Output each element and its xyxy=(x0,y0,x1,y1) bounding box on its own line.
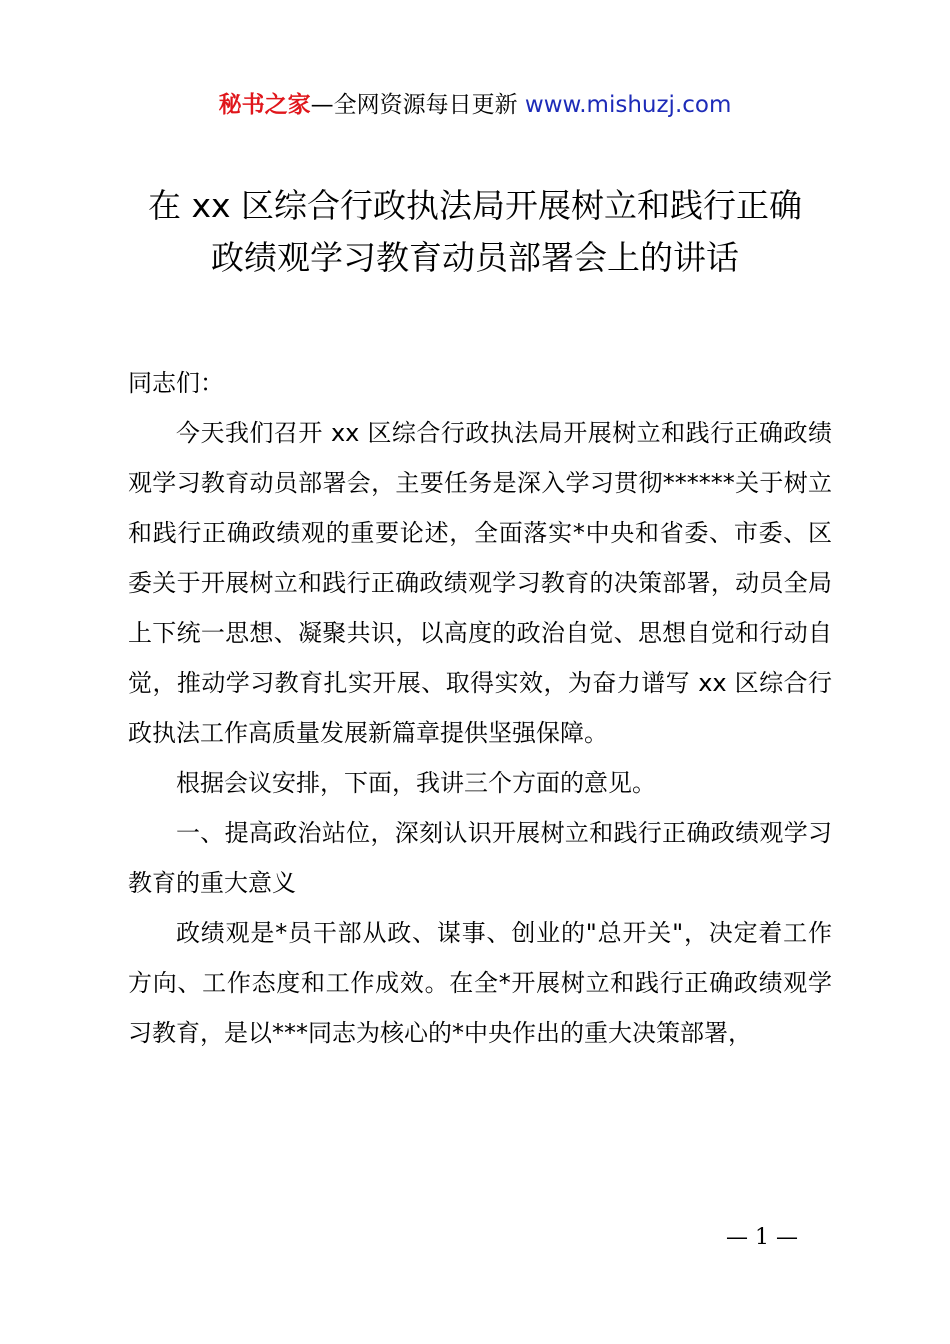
site-tagline: —全网资源每日更新 xyxy=(310,92,525,118)
salutation: 同志们： xyxy=(128,369,224,397)
paragraph-opening: 今天我们召开 xx 区综合行政执法局开展树立和践行正确政绩观学习教育动员部署会，主要任务是深入学习贯彻******关于树立和践行正确政绩观的重要论述，全面落实*中央和省委、市委、区委关于开展树立和践行正确政绩观学习教育的决策部署，动员全局上下统一思想、凝聚共识，以高度的政治自觉、思想自觉和行动自觉，推动学习教育扎实开展、取得实效，为奋力谱写 xx 区综合行政执法工作高质量发展新篇章提供坚强保障。 xyxy=(128,419,832,747)
section-heading-1: 一、提高政治站位，深刻认识开展树立和践行正确政绩观学习教育的重大意义 xyxy=(128,819,832,897)
site-url[interactable]: www.mishuzj.com xyxy=(524,92,732,118)
site-brand: 秘书之家 xyxy=(218,92,311,118)
paragraph-agenda: 根据会议安排，下面，我讲三个方面的意见。 xyxy=(176,769,656,797)
title-line-1: 在 xx 区综合行政执法局开展树立和践行正确 xyxy=(147,186,803,225)
document-title xyxy=(80,180,870,284)
title-line-2: 政绩观学习教育动员部署会上的讲话 xyxy=(211,238,739,277)
paragraph-section-1: 政绩观是*员干部从政、谋事、创业的"总开关"，决定着工作方向、工作态度和工作成效。在全*开展树立和践行正确政绩观学习教育，是以***同志为核心的*中央作出的重大决策部署， xyxy=(128,919,832,1047)
page-number: — 1 — xyxy=(726,1225,798,1250)
site-header xyxy=(0,88,950,122)
document-body xyxy=(128,358,832,1058)
